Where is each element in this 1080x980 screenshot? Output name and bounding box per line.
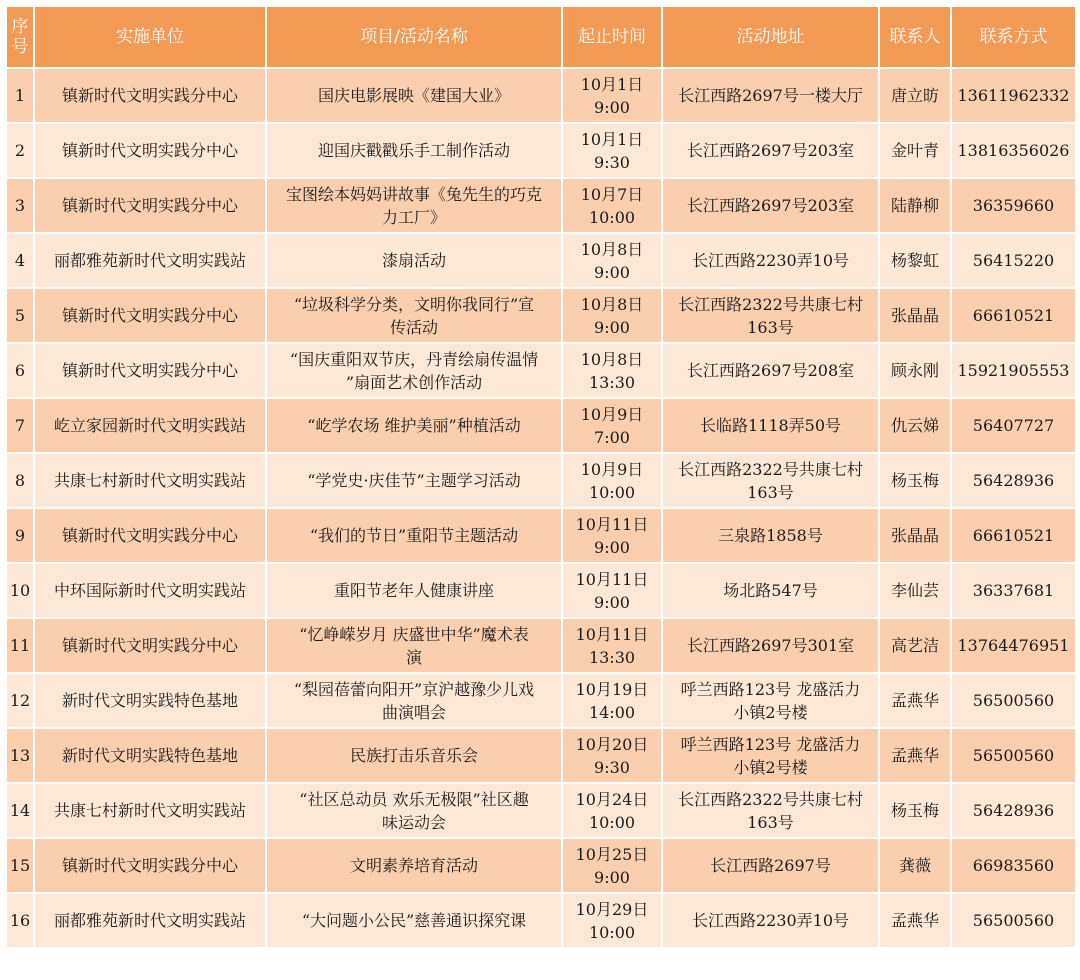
- address-line: 长临路1118弄50号: [699, 416, 842, 435]
- activity-date: 10月24日: [575, 789, 649, 809]
- row-unit-cell: 镇新时代文明实践分中心: [34, 618, 266, 673]
- row-index-cell: 7: [6, 398, 34, 453]
- row-project-cell: [266, 508, 562, 563]
- activity-date: 10月29日: [575, 899, 649, 919]
- table-row: [6, 673, 1076, 728]
- row-time-cell: [562, 893, 662, 948]
- row-contact-cell: 杨玉梅: [879, 783, 951, 838]
- row-unit-cell: 屹立家园新时代文明实践站: [34, 398, 266, 453]
- row-index-cell: 13: [6, 728, 34, 783]
- row-unit-cell: 镇新时代文明实践分中心: [34, 123, 266, 178]
- table-body: [6, 68, 1076, 948]
- row-index-cell: 12: [6, 673, 34, 728]
- row-address-cell: [662, 288, 879, 343]
- activity-date: 10月1日: [580, 74, 644, 94]
- activity-start-time: 10:00: [588, 207, 636, 227]
- activity-date: 10月7日: [580, 184, 644, 204]
- project-name-line: ”扇面艺术创作活动: [345, 372, 483, 392]
- row-contact-cell: 唐立昉: [879, 68, 951, 123]
- row-phone-cell: 56415220: [951, 233, 1076, 288]
- activity-start-time: 10:00: [588, 922, 636, 942]
- row-time-cell: [562, 453, 662, 508]
- row-index-cell: 11: [6, 618, 34, 673]
- row-contact-cell: 孟燕华: [879, 673, 951, 728]
- row-contact-cell: 高艺洁: [879, 618, 951, 673]
- header-index: [6, 6, 34, 68]
- row-time-cell: [562, 68, 662, 123]
- table-row: [6, 838, 1076, 893]
- activity-date: 10月8日: [580, 294, 644, 314]
- row-phone-cell: 56428936: [951, 783, 1076, 838]
- row-time-cell: [562, 343, 662, 398]
- address-line: 长江西路2697号203室: [686, 196, 855, 215]
- row-phone-cell: 13611962332: [951, 68, 1076, 123]
- project-name-line: “我们的节日”重阳节主题活动: [309, 526, 519, 545]
- address-line: 场北路547号: [723, 581, 818, 600]
- row-project-cell: [266, 288, 562, 343]
- project-name-line: “社区总动员 欢乐无极限”社区趣: [299, 789, 529, 809]
- row-unit-cell: 新时代文明实践特色基地: [34, 673, 266, 728]
- row-project-cell: [266, 68, 562, 123]
- row-unit-cell: 共康七村新时代文明实践站: [34, 453, 266, 508]
- row-address-cell: [662, 233, 879, 288]
- address-line: 长江西路2697号一楼大厅: [678, 86, 863, 105]
- row-contact-cell: 杨玉梅: [879, 453, 951, 508]
- address-line: 呼兰西路123号 龙盛活力: [680, 679, 861, 699]
- row-index-cell: 14: [6, 783, 34, 838]
- row-address-cell: [662, 68, 879, 123]
- activity-schedule-table: [5, 5, 1077, 949]
- row-index-cell: 10: [6, 563, 34, 618]
- address-line: 163号: [747, 812, 794, 832]
- row-phone-cell: 56428936: [951, 453, 1076, 508]
- address-line: 长江西路2230弄10号: [691, 911, 850, 930]
- address-line: 长江西路2697号: [710, 856, 831, 875]
- row-index-cell: 5: [6, 288, 34, 343]
- project-name-line: 曲演唱会: [381, 702, 446, 722]
- row-phone-cell: 13764476951: [951, 618, 1076, 673]
- activity-date: 10月11日: [575, 514, 649, 534]
- row-unit-cell: 丽都雅苑新时代文明实践站: [34, 893, 266, 948]
- row-unit-cell: 镇新时代文明实践分中心: [34, 68, 266, 123]
- project-name-line: 力工厂》: [381, 207, 446, 227]
- activity-start-time: 9:00: [594, 867, 630, 887]
- activity-start-time: 7:00: [594, 427, 630, 447]
- activity-start-time: 10:00: [588, 482, 636, 502]
- table-row: [6, 398, 1076, 453]
- row-address-cell: [662, 453, 879, 508]
- project-name-line: 漆扇活动: [381, 251, 446, 270]
- row-unit-cell: 镇新时代文明实践分中心: [34, 838, 266, 893]
- row-phone-cell: 66983560: [951, 838, 1076, 893]
- activity-date: 10月1日: [580, 129, 644, 149]
- project-name-line: “屹学农场 维护美丽”种植活动: [307, 416, 521, 435]
- row-contact-cell: 李仙芸: [879, 563, 951, 618]
- row-project-cell: [266, 343, 562, 398]
- table-row: [6, 178, 1076, 233]
- row-time-cell: [562, 178, 662, 233]
- row-address-cell: [662, 563, 879, 618]
- row-phone-cell: 56407727: [951, 398, 1076, 453]
- table-row: [6, 123, 1076, 178]
- address-line: 长江西路2697号301室: [686, 636, 855, 655]
- row-contact-cell: 孟燕华: [879, 728, 951, 783]
- project-name-line: “学党史·庆佳节”主题学习活动: [307, 471, 521, 490]
- header-time: 起止时间: [562, 6, 662, 68]
- activity-start-time: 9:00: [594, 592, 630, 612]
- project-name-line: 国庆电影展映《建国大业》: [317, 86, 510, 105]
- address-line: 长江西路2697号203室: [686, 141, 855, 160]
- address-line: 长江西路2322号共康七村: [678, 789, 863, 809]
- address-line: 小镇2号楼: [733, 702, 808, 722]
- row-phone-cell: 66610521: [951, 508, 1076, 563]
- row-contact-cell: 孟燕华: [879, 893, 951, 948]
- activity-date: 10月25日: [575, 844, 649, 864]
- row-project-cell: [266, 838, 562, 893]
- row-unit-cell: 新时代文明实践特色基地: [34, 728, 266, 783]
- activity-start-time: 13:30: [588, 647, 636, 667]
- project-name-line: 味运动会: [381, 812, 446, 832]
- activity-date: 10月11日: [575, 624, 649, 644]
- row-index-cell: 15: [6, 838, 34, 893]
- table-row: [6, 563, 1076, 618]
- row-unit-cell: 镇新时代文明实践分中心: [34, 178, 266, 233]
- activity-date: 10月9日: [580, 404, 644, 424]
- table-header: [6, 6, 1076, 68]
- row-contact-cell: 顾永刚: [879, 343, 951, 398]
- row-address-cell: [662, 673, 879, 728]
- project-name-line: 文明素养培育活动: [349, 856, 478, 875]
- row-unit-cell: 镇新时代文明实践分中心: [34, 288, 266, 343]
- activity-start-time: 9:30: [594, 152, 630, 172]
- activity-start-time: 9:00: [594, 317, 630, 337]
- row-phone-cell: 56500560: [951, 673, 1076, 728]
- row-unit-cell: 镇新时代文明实践分中心: [34, 508, 266, 563]
- address-line: 长江西路2230弄10号: [691, 251, 850, 270]
- project-name-line: “垃圾科学分类，文明你我同行”宣: [293, 294, 535, 314]
- row-index-cell: 16: [6, 893, 34, 948]
- project-name-line: “忆峥嵘岁月 庆盛世中华”魔术表: [299, 624, 529, 644]
- activity-date: 10月20日: [575, 734, 649, 754]
- row-phone-cell: 66610521: [951, 288, 1076, 343]
- table-row: [6, 453, 1076, 508]
- row-address-cell: [662, 838, 879, 893]
- row-time-cell: [562, 728, 662, 783]
- project-name-line: 传活动: [389, 317, 438, 337]
- project-name-line: 演: [405, 647, 422, 667]
- row-phone-cell: 15921905553: [951, 343, 1076, 398]
- row-project-cell: [266, 178, 562, 233]
- header-row: [6, 6, 1076, 68]
- activity-start-time: 13:30: [588, 372, 636, 392]
- table-row: [6, 343, 1076, 398]
- row-address-cell: [662, 123, 879, 178]
- row-project-cell: [266, 563, 562, 618]
- project-name-line: 民族打击乐音乐会: [349, 746, 478, 765]
- row-time-cell: [562, 618, 662, 673]
- row-project-cell: [266, 893, 562, 948]
- activity-date: 10月8日: [580, 349, 644, 369]
- row-phone-cell: 56500560: [951, 893, 1076, 948]
- activity-start-time: 9:00: [594, 537, 630, 557]
- activity-start-time: 10:00: [588, 812, 636, 832]
- row-address-cell: [662, 398, 879, 453]
- row-time-cell: [562, 398, 662, 453]
- table-row: [6, 783, 1076, 838]
- row-project-cell: [266, 233, 562, 288]
- row-time-cell: [562, 838, 662, 893]
- activity-schedule-table-wrapper: [5, 5, 1075, 949]
- row-index-cell: 9: [6, 508, 34, 563]
- row-time-cell: [562, 563, 662, 618]
- row-contact-cell: 陆静柳: [879, 178, 951, 233]
- row-phone-cell: 13816356026: [951, 123, 1076, 178]
- activity-start-time: 9:30: [594, 757, 630, 777]
- address-line: 长江西路2322号共康七村: [678, 459, 863, 479]
- row-project-cell: [266, 123, 562, 178]
- header-contact: 联系人: [879, 6, 951, 68]
- row-contact-cell: 仇云娣: [879, 398, 951, 453]
- row-phone-cell: 56500560: [951, 728, 1076, 783]
- row-time-cell: [562, 783, 662, 838]
- row-time-cell: [562, 288, 662, 343]
- project-name-line: “大问题小公民”慈善通识探究课: [301, 911, 527, 930]
- row-address-cell: [662, 178, 879, 233]
- row-address-cell: [662, 508, 879, 563]
- row-contact-cell: 龚薇: [879, 838, 951, 893]
- activity-start-time: 9:00: [594, 97, 630, 117]
- address-line: 长江西路2697号208室: [686, 361, 855, 380]
- row-time-cell: [562, 508, 662, 563]
- address-line: 三泉路1858号: [718, 526, 823, 545]
- table-row: [6, 893, 1076, 948]
- project-name-line: “梨园蓓蕾向阳开”京沪越豫少儿戏: [293, 679, 535, 699]
- row-address-cell: [662, 728, 879, 783]
- activity-date: 10月11日: [575, 569, 649, 589]
- table-row: [6, 728, 1076, 783]
- header-project: 项目/活动名称: [266, 6, 562, 68]
- project-name-line: “国庆重阳双节庆，丹青绘扇传温情: [289, 349, 539, 369]
- row-index-cell: 4: [6, 233, 34, 288]
- row-unit-cell: 丽都雅苑新时代文明实践站: [34, 233, 266, 288]
- row-unit-cell: 镇新时代文明实践分中心: [34, 343, 266, 398]
- row-address-cell: [662, 893, 879, 948]
- activity-start-time: 9:00: [594, 262, 630, 282]
- header-unit: 实施单位: [34, 6, 266, 68]
- address-line: 呼兰西路123号 龙盛活力: [680, 734, 861, 754]
- row-time-cell: [562, 673, 662, 728]
- address-line: 长江西路2322号共康七村: [678, 294, 863, 314]
- address-line: 163号: [747, 482, 794, 502]
- header-address: 活动地址: [662, 6, 879, 68]
- activity-date: 10月8日: [580, 239, 644, 259]
- row-time-cell: [562, 233, 662, 288]
- header-index-line: 序: [11, 17, 29, 37]
- row-project-cell: [266, 398, 562, 453]
- row-address-cell: [662, 343, 879, 398]
- project-name-line: 迎国庆戳戳乐手工制作活动: [317, 141, 510, 160]
- row-contact-cell: 杨黎虹: [879, 233, 951, 288]
- row-contact-cell: 金叶青: [879, 123, 951, 178]
- row-unit-cell: 共康七村新时代文明实践站: [34, 783, 266, 838]
- row-project-cell: [266, 618, 562, 673]
- row-project-cell: [266, 783, 562, 838]
- row-index-cell: 8: [6, 453, 34, 508]
- activity-date: 10月19日: [575, 679, 649, 699]
- header-index-line: 号: [11, 37, 29, 57]
- row-index-cell: 1: [6, 68, 34, 123]
- row-index-cell: 2: [6, 123, 34, 178]
- address-line: 163号: [747, 317, 794, 337]
- table-row: [6, 508, 1076, 563]
- row-time-cell: [562, 123, 662, 178]
- row-phone-cell: 36359660: [951, 178, 1076, 233]
- table-row: [6, 233, 1076, 288]
- row-project-cell: [266, 728, 562, 783]
- row-address-cell: [662, 618, 879, 673]
- row-contact-cell: 张晶晶: [879, 288, 951, 343]
- row-project-cell: [266, 453, 562, 508]
- row-project-cell: [266, 673, 562, 728]
- row-contact-cell: 张晶晶: [879, 508, 951, 563]
- row-index-cell: 3: [6, 178, 34, 233]
- header-phone: 联系方式: [951, 6, 1076, 68]
- row-unit-cell: 中环国际新时代文明实践站: [34, 563, 266, 618]
- activity-date: 10月9日: [580, 459, 644, 479]
- table-row: [6, 288, 1076, 343]
- table-row: [6, 618, 1076, 673]
- project-name-line: 宝图绘本妈妈讲故事《兔先生的巧克: [285, 184, 542, 204]
- row-address-cell: [662, 783, 879, 838]
- row-phone-cell: 36337681: [951, 563, 1076, 618]
- address-line: 小镇2号楼: [733, 757, 808, 777]
- activity-start-time: 14:00: [588, 702, 636, 722]
- row-index-cell: 6: [6, 343, 34, 398]
- table-row: [6, 68, 1076, 123]
- project-name-line: 重阳节老年人健康讲座: [333, 581, 494, 600]
